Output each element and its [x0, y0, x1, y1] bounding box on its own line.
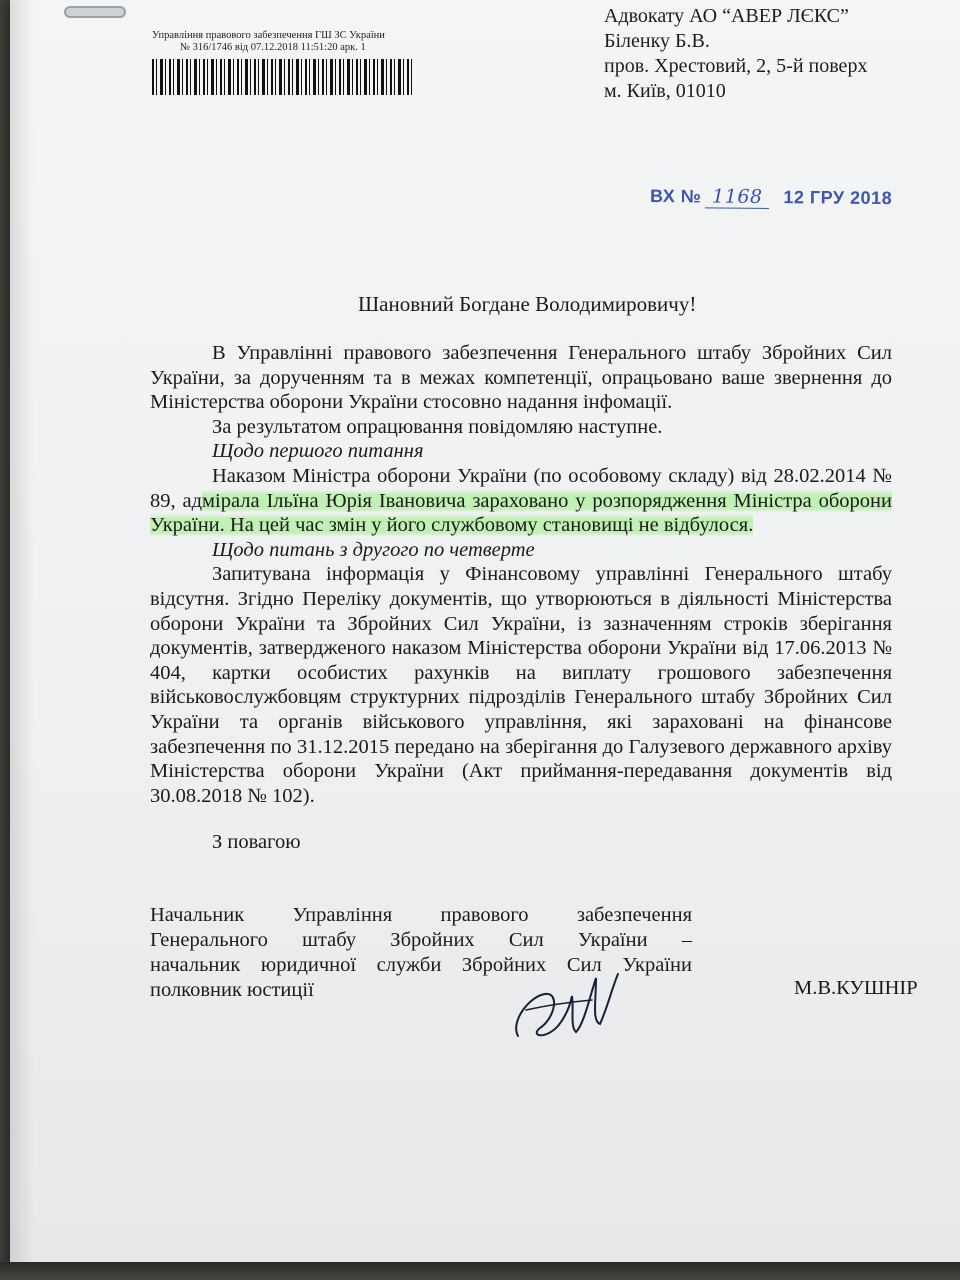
stamp-number: 1168 [705, 185, 769, 209]
salutation: Шановний Богдане Володимировичу! [358, 292, 697, 316]
paragraph-highlighted [150, 464, 892, 538]
registration-office: Управління правового забезпечення ГШ ЗС України [152, 30, 385, 41]
incoming-stamp [650, 185, 892, 210]
signer-title-line: начальник юридичної служби Збройних Сил України [150, 954, 692, 976]
page-edge-shadow [10, 0, 34, 1268]
barcode [152, 59, 412, 95]
signer-rank: полковник юстиції [150, 979, 314, 1001]
desk-surface [0, 1262, 960, 1280]
addressee-line: Адвокату АО “АВЕР ЛЄКС” [604, 5, 849, 27]
addressee-line: Біленку Б.В. [604, 30, 710, 52]
addressee-line: пров. Хрестовий, 2, 5-й поверх [604, 55, 868, 77]
stamp-date: 12 ГРУ 2018 [783, 187, 893, 209]
stamp-prefix: ВХ № [649, 185, 702, 207]
paragraph: За результатом опрацювання повідомляю наступне. [212, 415, 663, 438]
section-heading: Щодо першого питання [212, 440, 424, 463]
paragraph: В Управлінні правового забезпечення Генерального штабу Збройних Сил України, за дорученням та в межах компетенції, опрацьовано ваше звернення до Міністерства оборони України стосовно надання інфомації. [150, 342, 892, 414]
section-heading: Щодо питань з другого по четверте [212, 538, 535, 561]
paper-clip [64, 6, 126, 18]
addressee-block [604, 4, 867, 104]
handwritten-signature [500, 966, 630, 1056]
letter-body [150, 341, 892, 808]
highlighted-text: мірала Ільїна Юрія Івановича зараховано у розпорядження Міністра оборони України. На цей час змін у його службовому становищі не відбулося. [150, 489, 892, 537]
signer-title-line: Начальник Управління правового забезпечення [150, 904, 692, 926]
closing: З повагою [212, 831, 301, 853]
paragraph-text: Наказом Міністра оборони України (по особовому складу) від 28.02.2014 № 89, ад [150, 464, 892, 512]
registration-block [152, 30, 432, 95]
registration-number: № 316/1746 від 07.12.2018 11:51:20 арк. 1 [180, 42, 366, 53]
signer-title-line: Генерального штабу Збройних Сил України – [150, 929, 692, 951]
addressee-line: м. Київ, 01010 [604, 80, 726, 102]
signer-name: М.В.КУШНІР [794, 977, 918, 999]
paragraph: Запитувана інформація у Фінансовому управлінні Генерального штабу відсутня. Згідно Переліку документів, що утворюються в діяльності Міністерства оборони України та Збройних Сил України, із зазначенням строків зберігання документів, затвердженого наказом Міністерства оборони України від 17.06.2013 № 404, картки особистих рахунків на виплату грошового забезпечення військовослужбовцям структурних підрозділів Генерального штабу Збройних Сил України та органів військового управління, які зараховані на фінансове забезпечення по 31.12.2015 передано на зберігання до Галузевого державного архіву Міністерства оборони України (Акт приймання-передавання документів від 30.08.2018 № 102). [150, 563, 892, 807]
